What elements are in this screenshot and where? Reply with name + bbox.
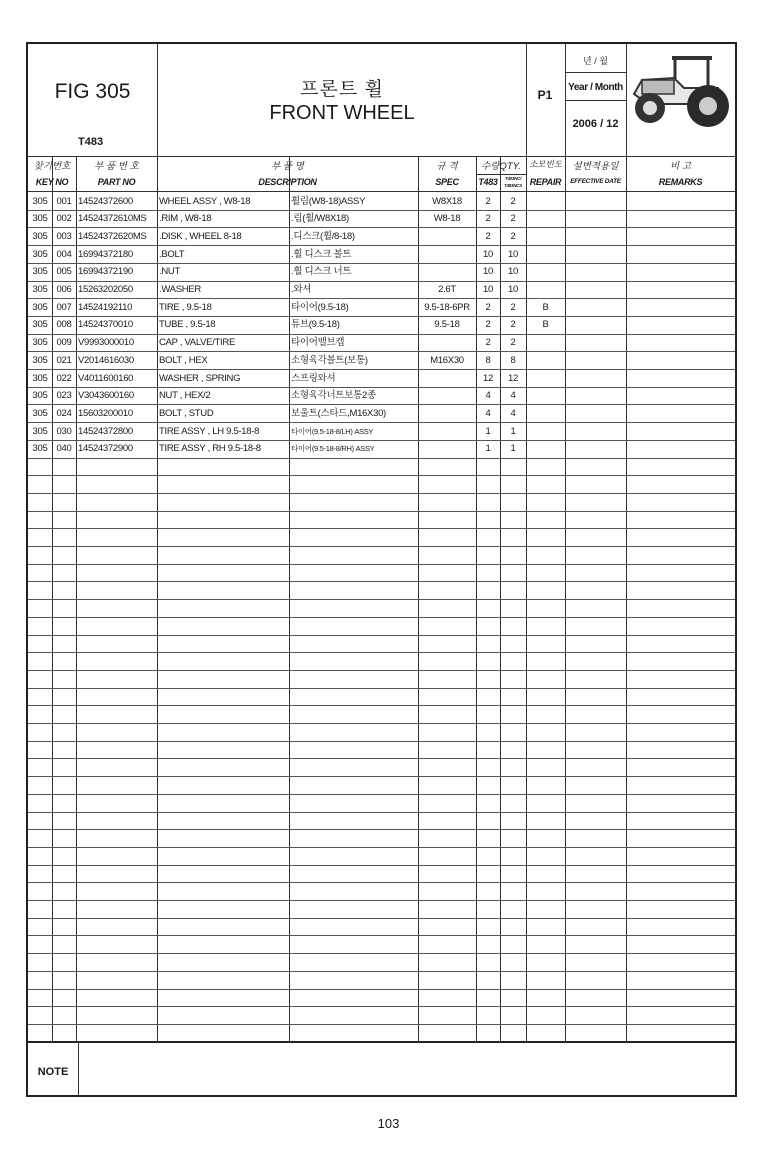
row-repair: B [542,301,549,313]
row-part-no: 15263202050 [78,284,133,295]
row-description-ko: 휠림(W8-18)ASSY [291,195,366,207]
row-description-ko: 소형육각볼트(보통) [291,354,368,366]
row-qty-t483: 2 [485,195,491,207]
row-description-ko: 스프링와셔 [291,372,336,384]
row-spec [418,370,476,387]
header-effective: EFFECTIVE DATE [570,178,621,185]
row-description-ko: 튜브(9.5-18) [291,319,340,331]
row-fig: 305 [32,301,48,313]
row-fig: 305 [32,213,48,225]
row-qty-alt: 1 [510,425,516,437]
row-repair [526,370,565,387]
row-description-ko: .림(휠/W8X18) [291,213,349,225]
row-repair [526,193,565,210]
row-spec [418,440,476,457]
row-part-no: 14524372620MS [78,230,147,242]
row-part-no: 16994372180 [78,248,133,260]
row-description: .NUT [159,266,180,278]
row-key-no: 006 [56,284,72,295]
row-key-no: 008 [56,319,72,331]
row-part-no: V4011600160 [78,372,134,384]
row-spec [418,228,476,245]
row-key-no: 024 [56,407,72,419]
row-part-no: 14524192110 [78,301,133,313]
row-key-no: 023 [56,390,72,402]
row-fig: 305 [32,266,48,278]
row-qty-t483: 4 [485,390,491,402]
header-qty-t483: T483 [478,177,498,187]
header-spec: SPEC [435,177,459,187]
row-qty-t483: 8 [485,354,491,366]
row-key-no: 030 [56,425,72,437]
row-description: NUT , HEX/2 [159,390,211,402]
row-repair [526,387,565,404]
row-part-no: 14524372800 [78,425,133,437]
year-month-label-ko: 년 / 월 [583,56,608,66]
page-code: P1 [537,88,553,102]
header-desc-ko: 부 품 명 [271,161,304,172]
row-qty-alt: 12 [508,372,518,384]
row-key-no: 001 [56,195,72,207]
page-title: FRONT WHEEL [269,102,415,124]
header-qty: 수량QTY. [481,161,521,172]
row-description-ko: .휠 디스크 볼트 [291,248,352,260]
row-qty-alt: 2 [510,301,516,313]
row-repair [526,281,565,298]
row-repair [526,246,565,263]
row-qty-alt: 2 [510,337,516,349]
row-part-no: 14524372900 [78,443,133,455]
row-qty-alt: 2 [510,213,516,225]
row-fig: 305 [32,425,48,437]
row-qty-alt: 2 [510,230,516,242]
header-desc: DESCRIPTION [258,177,317,187]
row-repair [526,210,565,227]
year-month-label: Year / Month [568,82,623,93]
model-code: T483 [78,136,104,148]
row-fig: 305 [32,230,48,242]
row-part-no: 16994372190 [78,266,133,278]
row-part-no: 14524372600 [78,195,133,207]
row-spec: 2.6T [438,284,456,295]
row-qty-alt: 10 [508,266,518,278]
figure-number: FIG 305 [54,80,131,103]
row-qty-t483: 10 [483,284,493,295]
row-qty-alt: 4 [510,390,516,402]
row-description: BOLT , STUD [159,407,214,419]
row-part-no: V9993000010 [78,337,134,349]
row-description: WHEEL ASSY , W8-18 [159,195,251,207]
row-fig: 305 [32,354,48,366]
header-remarks-ko: 비 고 [670,161,691,172]
note-label: NOTE [37,1066,69,1078]
row-fig: 305 [32,284,48,295]
row-key-no: 022 [56,372,72,384]
title-korean: 프론트 휠 [300,79,384,100]
row-repair [526,334,565,351]
row-qty-t483: 4 [485,407,491,419]
row-qty-alt: 8 [510,354,516,366]
row-spec: 9.5-18 [434,319,460,331]
row-qty-alt: 1 [510,443,516,455]
row-part-no: 14524372610MS [78,213,147,225]
row-fig: 305 [32,195,48,207]
row-description-ko: .휠 디스크 너트 [291,266,352,278]
row-qty-t483: 10 [483,248,493,260]
row-qty-alt: 10 [508,284,518,295]
row-description: TIRE , 9.5-18 [159,301,212,313]
row-description: TIRE ASSY , LH 9.5-18-8 [159,425,260,437]
row-qty-alt: 2 [510,195,516,207]
row-qty-t483: 2 [485,319,491,331]
row-spec: 9.5-18-6PR [424,301,470,313]
row-qty-t483: 1 [485,443,491,455]
row-fig: 305 [32,407,48,419]
row-spec [418,246,476,263]
row-qty-t483: 1 [485,425,491,437]
row-qty-t483: 12 [483,372,493,384]
row-description-ko: 타이어(9.5-18-8/LH) ASSY [291,426,374,436]
row-fig: 305 [32,372,48,384]
row-key-no: 005 [56,266,72,278]
header-qty-small: T403NC/ T483NCS [504,176,522,188]
row-spec [418,405,476,422]
row-qty-alt: 2 [510,319,516,331]
row-spec [418,263,476,280]
page-number: 103 [377,1116,400,1131]
year-month-value: 2006 / 12 [572,118,619,130]
row-description: .RIM , W8-18 [159,213,212,225]
row-qty-t483: 2 [485,301,491,313]
row-repair [526,440,565,457]
header-repair-ko: 소모빈도 [529,159,562,169]
row-qty-alt: 10 [508,248,518,260]
row-description: .DISK , WHEEL 8-18 [159,230,242,242]
header-key: KEY NO [35,177,69,187]
row-key-no: 009 [56,337,72,349]
row-fig: 305 [32,390,48,402]
tractor-icon [628,50,732,132]
row-repair [526,352,565,369]
row-description-ko: .와셔 [291,284,312,295]
row-description-ko: .디스크(휠/8-18) [291,230,355,242]
row-repair: B [542,319,549,331]
row-spec: M16X30 [430,354,464,366]
header-spec-ko: 규 격 [436,161,458,172]
row-part-no: 15603200010 [78,407,133,419]
row-part-no: 14524370010 [78,319,133,331]
row-description: BOLT , HEX [159,354,208,366]
row-repair [526,263,565,280]
row-qty-alt: 4 [510,407,516,419]
row-part-no: V3043600160 [78,390,134,402]
row-key-no: 002 [56,213,72,225]
row-spec [418,387,476,404]
row-description-ko: 타이어밸브캡 [291,337,345,349]
row-description: .WASHER [159,284,201,295]
header-remarks: REMARKS [658,177,703,187]
row-description: TUBE , 9.5-18 [159,319,216,331]
row-repair [526,423,565,440]
row-fig: 305 [32,337,48,349]
header-part-ko: 부 품 번 호 [94,161,139,172]
parts-sheet [26,42,737,1097]
row-qty-t483: 2 [485,337,491,349]
row-key-no: 003 [56,230,72,242]
row-spec [418,334,476,351]
row-spec [418,423,476,440]
row-description-ko: 보울트(스타드,M16X30) [291,407,386,419]
row-spec: W8X18 [432,195,462,207]
header-part: PART NO [97,177,136,187]
row-qty-t483: 2 [485,213,491,225]
row-description: .BOLT [159,248,185,260]
row-spec: W8-18 [433,213,461,225]
row-fig: 305 [32,248,48,260]
row-fig: 305 [32,443,48,455]
row-qty-t483: 2 [485,230,491,242]
row-key-no: 040 [56,443,72,455]
row-description: WASHER , SPRING [159,372,241,384]
row-description-ko: 타이어(9.5-18-8/RH) ASSY [291,444,375,454]
row-description: TIRE ASSY , RH 9.5-18-8 [159,443,261,455]
row-repair [526,228,565,245]
row-key-no: 004 [56,248,72,260]
header-key-ko: 찾기번호 [33,161,71,172]
row-repair [526,405,565,422]
row-qty-t483: 10 [483,266,493,278]
row-key-no: 007 [56,301,72,313]
row-description-ko: 타이어(9.5-18) [291,301,349,313]
row-key-no: 021 [56,354,72,366]
header-repair: REPAIR [529,177,562,187]
header-effective-ko: 설변적용일 [572,161,619,172]
row-part-no: V2014616030 [78,354,134,366]
row-description: CAP , VALVE/TIRE [159,337,235,349]
row-description-ko: 소형육각너트보통2종 [291,390,376,402]
row-fig: 305 [32,319,48,331]
